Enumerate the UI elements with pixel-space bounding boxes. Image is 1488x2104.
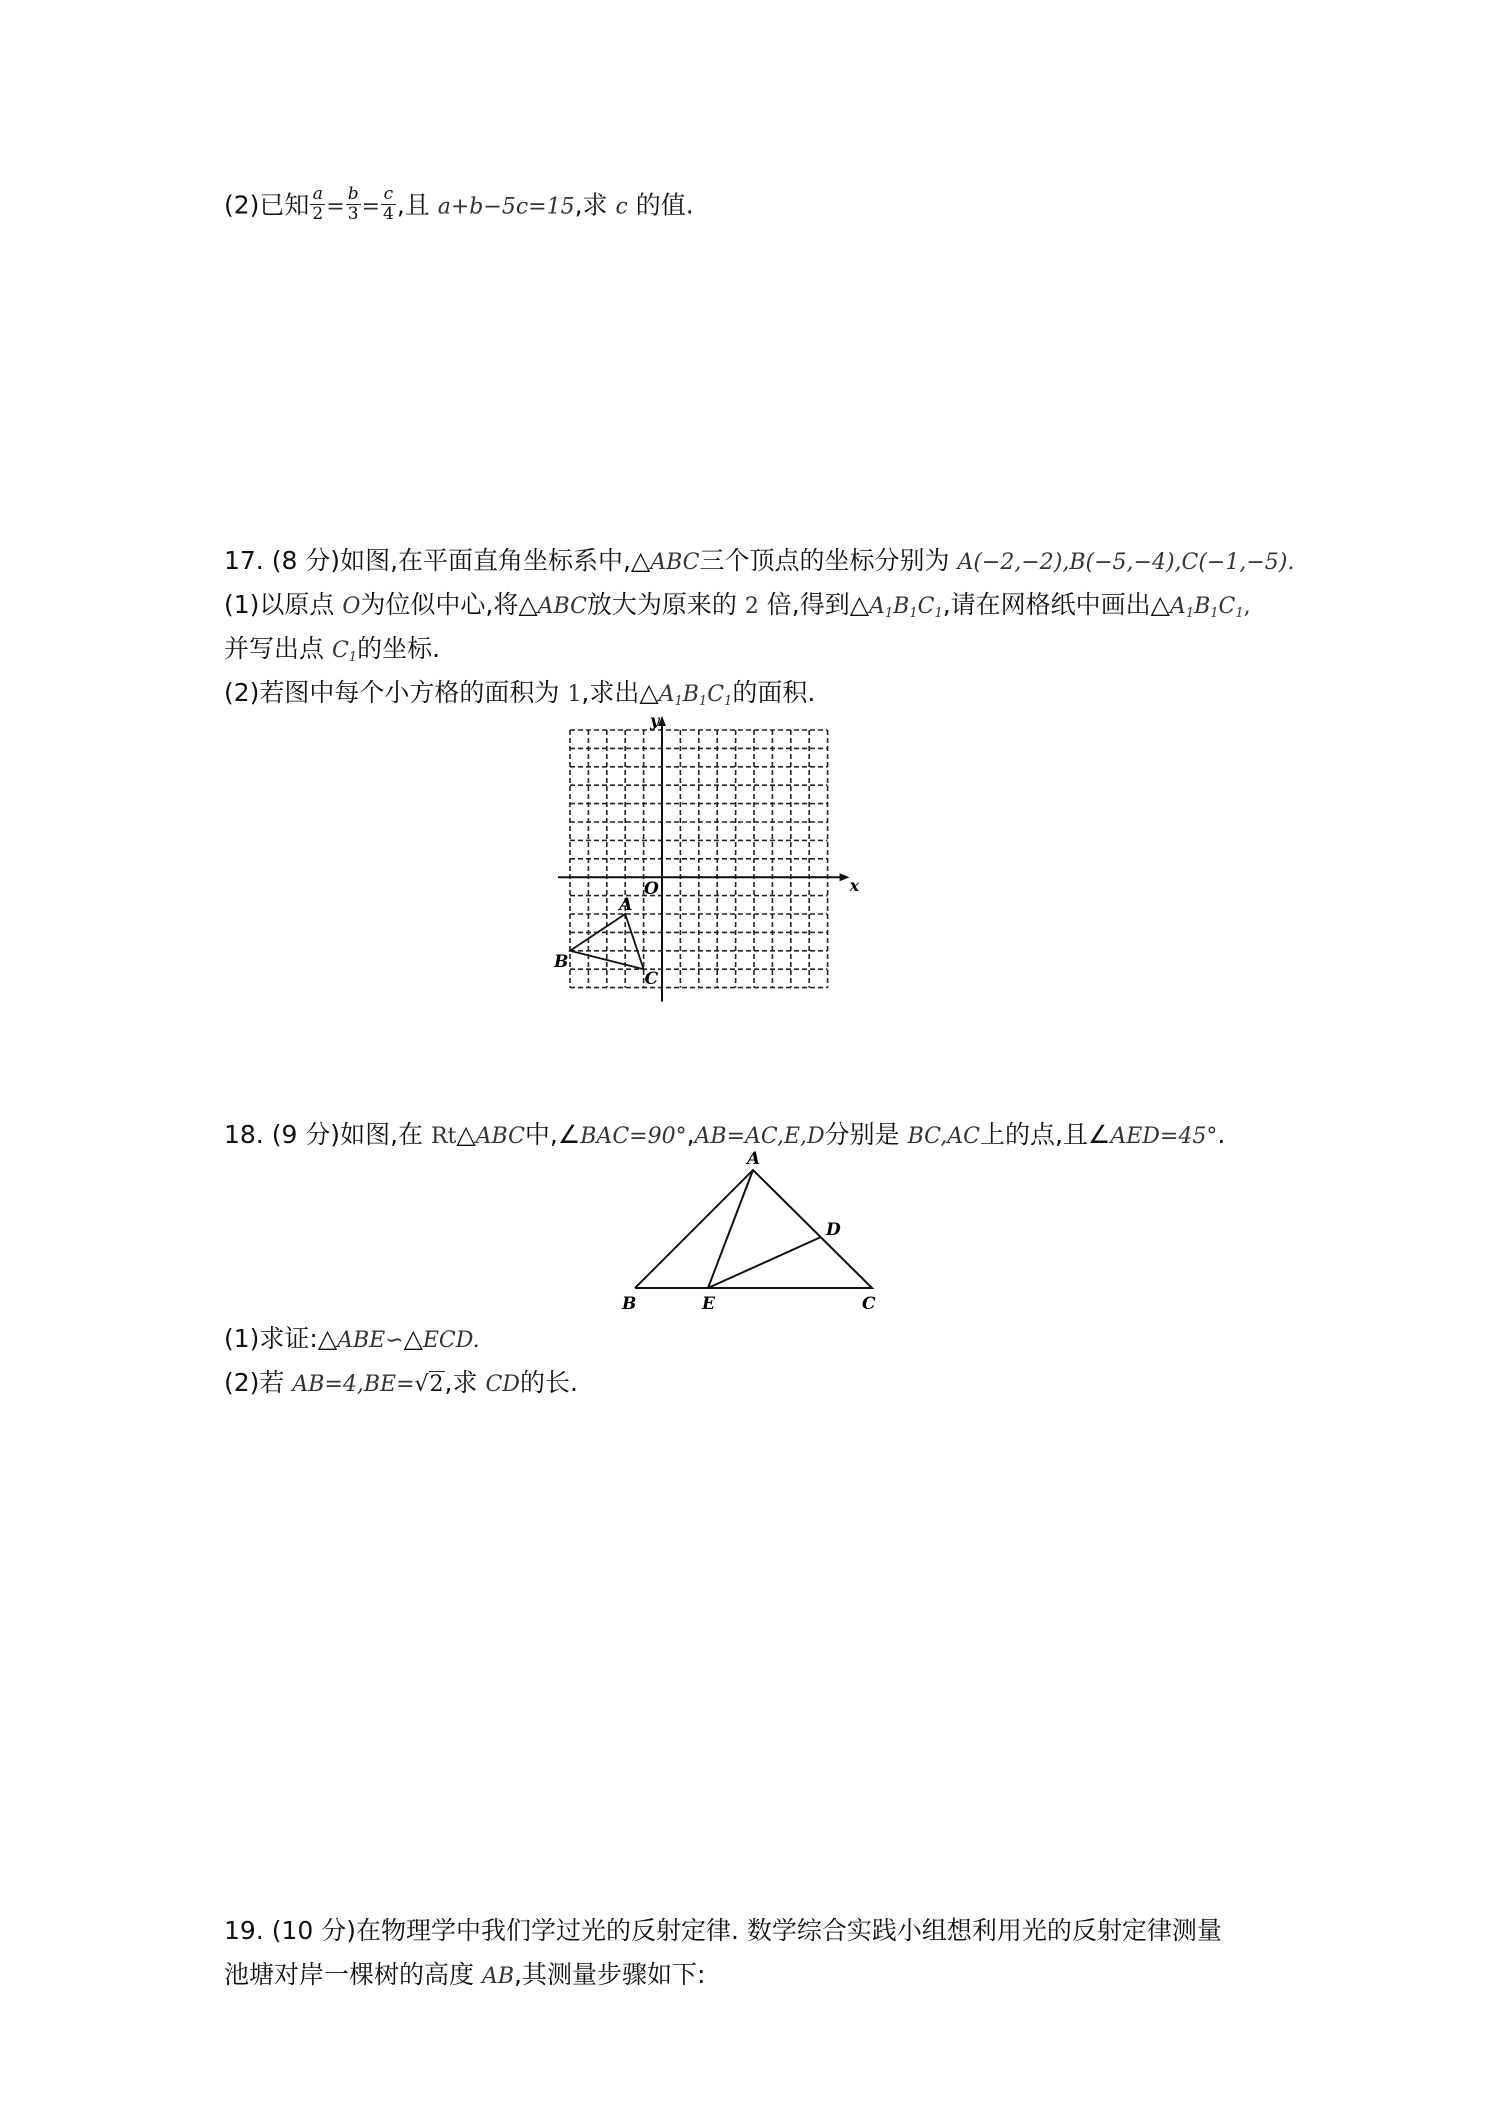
- triangle-abc-figure: [620, 1150, 900, 1310]
- y-axis-label: y: [650, 715, 660, 730]
- x-axis-label: x: [849, 876, 860, 896]
- triangle-a1b1c1: $A_1B_1C_1$: [658, 682, 733, 709]
- point-a-label: A: [619, 895, 633, 915]
- q17-line-2: (1)以原点 O为位似中心,将△ABC放大为原来的 2 倍,得到$\triangle A_1B_1C_1$,请在网格纸中画出$\triangle A_1B_1C_1$,: [224, 590, 1251, 621]
- point-c1: $C_1$: [331, 638, 358, 665]
- fraction-c-over-4: $\frac{c}{4}$: [383, 184, 394, 224]
- q18-line-1: 18. (9 分)如图,在 Rt△ABC中,∠BAC=90°,AB=AC,E,D分别是 BC,AC上的点,且∠AED=45°.: [224, 1120, 1226, 1149]
- label-b: B: [622, 1294, 637, 1310]
- equation: a+b−5c=15: [437, 194, 575, 220]
- sqrt-2: √2: [414, 1372, 444, 1397]
- triangle-a1b1c1: $A_1B_1C_1$: [868, 594, 943, 621]
- origin-label: O: [644, 879, 659, 900]
- grid-lines: [570, 730, 828, 988]
- label-a: A: [747, 1150, 761, 1169]
- label-e: E: [702, 1294, 715, 1310]
- point-c-label: C: [644, 969, 659, 990]
- point-b-label: B: [554, 951, 569, 972]
- q19-line-2: 池塘对岸一棵树的高度 AB,其测量步骤如下:: [224, 1960, 706, 1989]
- x-axis-arrow: [840, 873, 850, 881]
- q19-line-1: 19. (10 分)在物理学中我们学过光的反射定律. 数学综合实践小组想利用光的反射定律测量: [224, 1916, 1222, 1945]
- label-d: D: [826, 1220, 841, 1240]
- q17-line-1: 17. (8 分)如图,在平面直角坐标系中,△ABC三个顶点的坐标分别为 A(−2,−2),B(−5,−4),C(−1,−5).: [224, 546, 1295, 575]
- triangle-a1b1c1: $A_1B_1C_1$: [1169, 594, 1244, 621]
- vertex-coordinates: A(−2,−2),B(−5,−4),C(−1,−5).: [957, 550, 1295, 575]
- q16-prefix: (2)已知: [224, 190, 310, 220]
- q17-line-4: (2)若图中每个小方格的面积为 1,求出$\triangle A_1B_1C_1$的面积.: [224, 678, 816, 709]
- q17-line-3: 并写出点 $C_1$的坐标.: [224, 634, 441, 665]
- q16-part2-line: (2)已知 $\frac{a}{2}$ = $\frac{b}{3}$ = $\frac{c}{4}$ ,且 a+b−5c=15,求 c 的值.: [224, 184, 694, 224]
- coordinate-grid-figure: [550, 715, 950, 1075]
- label-c: C: [862, 1294, 876, 1310]
- fraction-a-over-2: $\frac{a}{2}$: [312, 184, 324, 224]
- fraction-b-over-3: $\frac{b}{3}$: [347, 184, 359, 224]
- q18-part1: (1)求证:△ABE∽△ECD.: [224, 1324, 480, 1353]
- q18-part2: (2)若 AB=4,BE=√2,求 CD的长.: [224, 1368, 578, 1397]
